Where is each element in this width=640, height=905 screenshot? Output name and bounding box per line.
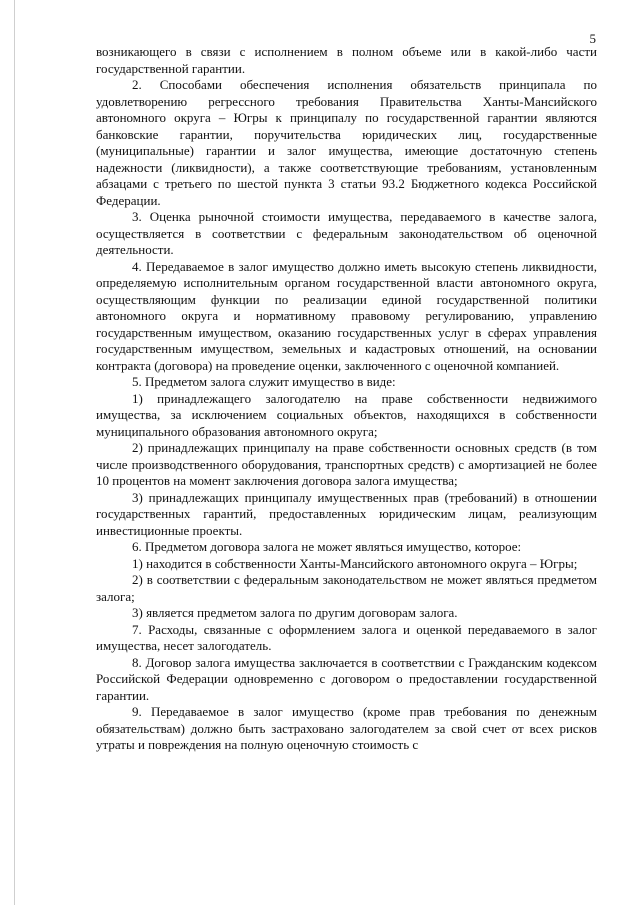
paragraph-4-liquidity: 4. Передаваемое в залог имущество должно иметь высокую степень ликвидности, определяемую исполнительным органом государственной власти автономного округа, осуществляющим функции по реализации единой государственной политики автономного округа и нормативному правовому регулированию, управлению государственным имуществом, оказанию государственных услуг в сферах управления государственным имуществом, земельных и кадастровых отношений, на основании контракта (договора) на проведение оценки, заключенного с оценочной компанией.	[96, 258, 597, 373]
list-item-5-1: 1) принадлежащего залогодателю на праве собственности недвижимого имущества, за исключением социальных объектов, находящихся в собственности муниципального образования автономного округа;	[96, 390, 597, 439]
paragraph-8-pledge-agreement: 8. Договор залога имущества заключается в соответствии с Гражданским кодексом Российской Федерации одновременно с договором о предоставлении государственной гарантии.	[96, 654, 597, 703]
paragraph-continuation: возникающего в связи с исполнением в полном объеме или в какой-либо части государственной гарантии.	[96, 44, 597, 76]
page-number: 5	[589, 31, 596, 46]
paragraph-6-excluded-property: 6. Предметом договора залога не может являться имущество, которое:	[132, 539, 522, 554]
list-item-5-3: 3) принадлежащих принципалу имущественных прав (требований) в отношении государственных гарантий, предоставленных юридическим лицам, реализующим инвестиционные проекты.	[96, 489, 597, 538]
paragraph-2-security-methods: 2. Способами обеспечения исполнения обязательств принципала по удовлетворению регрессного требования Правительства Ханты-Мансийского автономного округа – Югры к принципалу по государственной гарантии являются банковские гарантии, поручительства юридических лиц, государственные (муниципальные) гарантии и залог имущества, имеющие достаточную степень надежности (ликвидности), а также соответствующие требованиям, установленным абзацами с третьего по шестой пункта 3 статьи 93.2 Бюджетного кодекса Российской Федерации.	[96, 77, 597, 208]
list-item-6-2: 2) в соответствии с федеральным законодательством не может являться предметом залога;	[96, 572, 597, 604]
list-item-6-1: 1) находится в собственности Ханты-Мансийского автономного округа – Югры;	[132, 555, 578, 571]
paragraph-9-insurance: 9. Передаваемое в залог имущество (кроме прав требования по денежным обязательствам) должно быть застраховано залогодателем за свой счет от всех рисков утраты и повреждения на полную оценочную стоимость с	[96, 704, 597, 752]
paragraph-5-pledge-subject: 5. Предметом залога служит имущество в виде:	[132, 374, 396, 389]
list-item-5-2: 2) принадлежащих принципалу на праве собственности основных средств (в том числе производственного оборудования, транспортных средств) с амортизацией не более 10 процентов на момент заключения договора залога имущества;	[96, 440, 597, 488]
document-body	[96, 44, 597, 754]
list-item-6-3: 3) является предметом залога по другим договорам залога.	[132, 605, 458, 620]
paragraph-3-market-valuation: 3. Оценка рыночной стоимости имущества, передаваемого в качестве залога, осуществляется в соответствии с федеральным законодательством об оценочной деятельности.	[96, 209, 597, 257]
scan-edge-line	[14, 0, 15, 905]
paragraph-7-expenses: 7. Расходы, связанные с оформлением залога и оценкой передаваемого в залог имущества, несет залогодатель.	[96, 621, 597, 653]
